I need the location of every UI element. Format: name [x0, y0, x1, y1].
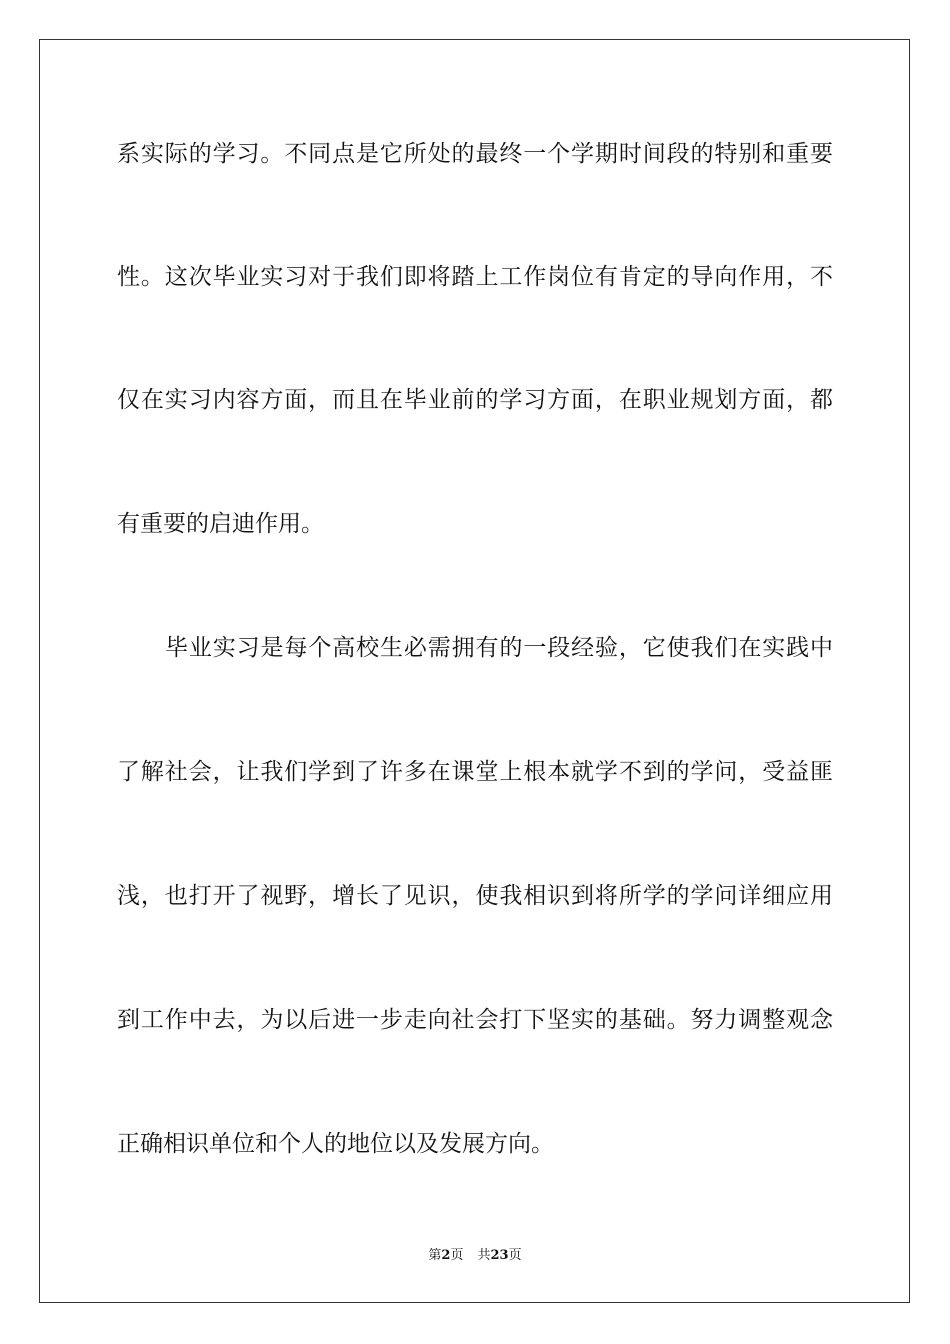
page-suffix: 页 — [450, 1248, 464, 1263]
text-line: 浅，也打开了视野，增长了见识，使我相识到将所学的学问详细应用 — [117, 883, 833, 909]
text-line: 性。这次毕业实习对于我们即将踏上工作岗位有肯定的导向作用，不 — [117, 264, 833, 290]
text-line: 系实际的学习。不同点是它所处的最终一个学期时间段的特别和重要 — [117, 141, 833, 167]
page-border — [39, 39, 910, 1303]
total-prefix: 共 — [477, 1248, 491, 1263]
text-line: 仅在实习内容方面，而且在毕业前的学习方面，在职业规划方面，都 — [117, 387, 833, 413]
text-line: 到工作中去，为以后进一步走向社会打下坚实的基础。努力调整观念 — [117, 1007, 833, 1033]
total-suffix: 页 — [508, 1248, 522, 1263]
text-line: 了解社会，让我们学到了许多在课堂上根本就学不到的学问，受益匪 — [117, 759, 833, 785]
text-line: 毕业实习是每个高校生必需拥有的一段经验，它使我们在实践中 — [165, 635, 833, 661]
text-line: 正确相识单位和个人的地位以及发展方向。 — [117, 1131, 554, 1157]
page-number: 2 — [441, 1248, 451, 1263]
total-pages: 23 — [490, 1248, 509, 1263]
text-line: 有重要的启迪作用。 — [117, 511, 324, 537]
page-prefix: 第 — [428, 1248, 442, 1263]
page-footer — [0, 1247, 950, 1265]
